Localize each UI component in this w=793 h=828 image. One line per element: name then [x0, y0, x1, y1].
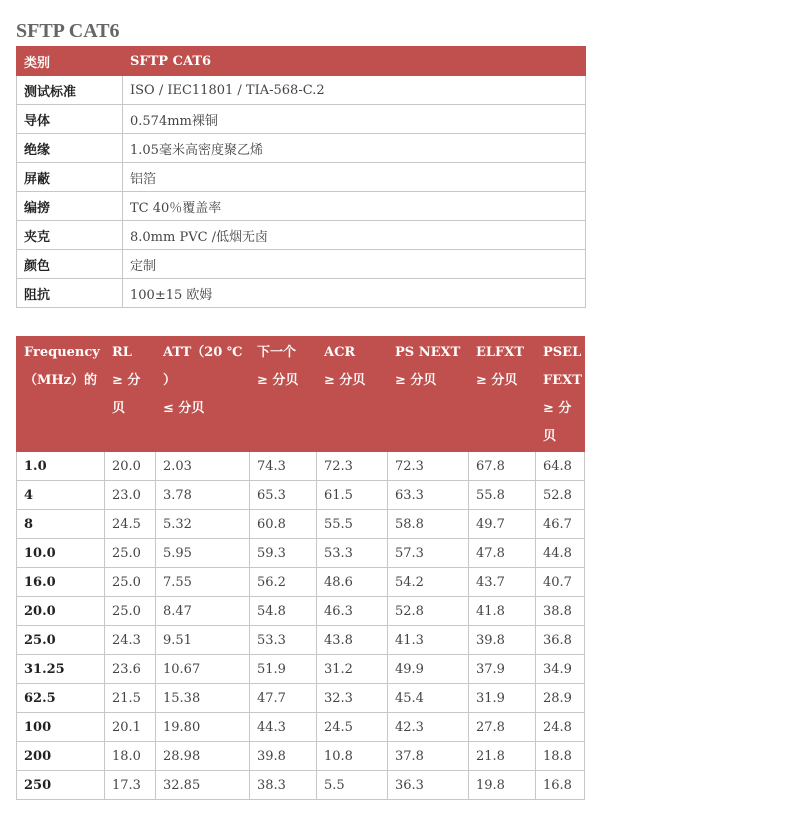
header-line: ≥ 分贝 [257, 373, 299, 388]
cell-ps-next: 63.3 [388, 481, 469, 510]
cell-elfxt: 41.8 [469, 597, 536, 626]
cell-elfxt: 39.8 [469, 626, 536, 655]
cell-ps-next: 58.8 [388, 510, 469, 539]
spec-value: ISO / IEC11801 / TIA-568-C.2 [123, 76, 586, 105]
header-line: RL [112, 345, 132, 360]
cell-pselfext: 16.8 [536, 771, 585, 800]
cell-rl: 24.3 [105, 626, 156, 655]
spec-value: 定制 [123, 250, 586, 279]
spec-key: 导体 [17, 105, 123, 134]
cell-att: 9.51 [156, 626, 250, 655]
cell-elfxt: 27.8 [469, 713, 536, 742]
header-line: ACR [324, 345, 356, 360]
spec-header-row [17, 47, 586, 76]
spec-table [16, 46, 586, 308]
cell-pselfext: 34.9 [536, 655, 585, 684]
cell-rl: 25.0 [105, 597, 156, 626]
spec-value: 0.574mm裸铜 [123, 105, 586, 134]
cell-ps-next: 37.8 [388, 742, 469, 771]
cell-acr: 72.3 [317, 452, 388, 481]
performance-table [16, 336, 585, 800]
header-line: PS NEXT [395, 345, 461, 360]
table-row [17, 771, 585, 800]
cell-ps-next: 72.3 [388, 452, 469, 481]
header-line: ATT（20 ℃ [163, 345, 243, 360]
cell-ps-next: 41.3 [388, 626, 469, 655]
header-line: ≥ 分贝 [395, 373, 437, 388]
table-row [17, 713, 585, 742]
cell-pselfext: 28.9 [536, 684, 585, 713]
cell-ps-next: 42.3 [388, 713, 469, 742]
table-row [17, 742, 585, 771]
cell-rl: 25.0 [105, 568, 156, 597]
table-row [17, 626, 585, 655]
cell-next: 51.9 [250, 655, 317, 684]
cell-frequency: 4 [17, 481, 105, 510]
spec-key: 编搒 [17, 192, 123, 221]
table-row [17, 655, 585, 684]
cell-acr: 53.3 [317, 539, 388, 568]
cell-acr: 55.5 [317, 510, 388, 539]
header-acr [317, 337, 388, 452]
header-line: ≥ 分贝 [476, 373, 518, 388]
cell-frequency: 31.25 [17, 655, 105, 684]
header-line: 贝 [543, 429, 557, 444]
cell-att: 2.03 [156, 452, 250, 481]
cell-next: 38.3 [250, 771, 317, 800]
header-next [250, 337, 317, 452]
performance-body [17, 452, 585, 800]
header-line: ） [163, 373, 177, 388]
table-row [17, 684, 585, 713]
cell-frequency: 20.0 [17, 597, 105, 626]
spec-key: 测试标准 [17, 76, 123, 105]
header-line: 下一个 [257, 345, 297, 360]
cell-rl: 23.0 [105, 481, 156, 510]
cell-att: 7.55 [156, 568, 250, 597]
header-line: ≥ 分 [112, 373, 141, 388]
spec-key: 绝缘 [17, 134, 123, 163]
cell-acr: 5.5 [317, 771, 388, 800]
cell-next: 39.8 [250, 742, 317, 771]
cell-pselfext: 46.7 [536, 510, 585, 539]
cell-frequency: 16.0 [17, 568, 105, 597]
cell-rl: 20.0 [105, 452, 156, 481]
cell-acr: 32.3 [317, 684, 388, 713]
cell-ps-next: 49.9 [388, 655, 469, 684]
spec-row [17, 221, 586, 250]
table-row [17, 539, 585, 568]
cell-acr: 61.5 [317, 481, 388, 510]
cell-acr: 24.5 [317, 713, 388, 742]
header-line: 贝 [112, 401, 126, 416]
header-line: ≤ 分贝 [163, 401, 205, 416]
cell-ps-next: 52.8 [388, 597, 469, 626]
header-line: PSEL [543, 345, 582, 360]
cell-frequency: 25.0 [17, 626, 105, 655]
header-att [156, 337, 250, 452]
page-title: SFTP CAT6 [16, 20, 120, 42]
cell-acr: 10.8 [317, 742, 388, 771]
table-row [17, 510, 585, 539]
cell-elfxt: 67.8 [469, 452, 536, 481]
cell-next: 74.3 [250, 452, 317, 481]
spec-value: 铝箔 [123, 163, 586, 192]
header-line: ≥ 分 [543, 401, 572, 416]
spec-value: 8.0mm PVC /低烟无卤 [123, 221, 586, 250]
cell-att: 32.85 [156, 771, 250, 800]
cell-pselfext: 36.8 [536, 626, 585, 655]
spec-key: 阻抗 [17, 279, 123, 308]
cell-frequency: 8 [17, 510, 105, 539]
spec-row [17, 163, 586, 192]
table-row [17, 481, 585, 510]
cell-rl: 24.5 [105, 510, 156, 539]
cell-frequency: 100 [17, 713, 105, 742]
header-frequency [17, 337, 105, 452]
cell-pselfext: 52.8 [536, 481, 585, 510]
header-elfxt [469, 337, 536, 452]
cell-att: 5.95 [156, 539, 250, 568]
spec-header-key: 类别 [17, 47, 123, 76]
cell-acr: 48.6 [317, 568, 388, 597]
cell-frequency: 62.5 [17, 684, 105, 713]
spec-header-value: SFTP CAT6 [123, 47, 586, 76]
spec-value: 100±15 欧姆 [123, 279, 586, 308]
cell-frequency: 250 [17, 771, 105, 800]
cell-elfxt: 49.7 [469, 510, 536, 539]
cell-elfxt: 19.8 [469, 771, 536, 800]
cell-att: 28.98 [156, 742, 250, 771]
spec-key: 夹克 [17, 221, 123, 250]
cell-rl: 23.6 [105, 655, 156, 684]
header-line: Frequency [24, 345, 100, 360]
cell-next: 65.3 [250, 481, 317, 510]
cell-elfxt: 55.8 [469, 481, 536, 510]
cell-elfxt: 47.8 [469, 539, 536, 568]
header-line: ≥ 分贝 [324, 373, 366, 388]
cell-att: 19.80 [156, 713, 250, 742]
cell-att: 15.38 [156, 684, 250, 713]
cell-pselfext: 44.8 [536, 539, 585, 568]
cell-elfxt: 31.9 [469, 684, 536, 713]
spec-value: 1.05毫米高密度聚乙烯 [123, 134, 586, 163]
cell-rl: 17.3 [105, 771, 156, 800]
cell-ps-next: 36.3 [388, 771, 469, 800]
cell-ps-next: 57.3 [388, 539, 469, 568]
header-line: （MHz）的 [24, 373, 98, 388]
cell-next: 56.2 [250, 568, 317, 597]
header-rl [105, 337, 156, 452]
cell-next: 54.8 [250, 597, 317, 626]
cell-next: 47.7 [250, 684, 317, 713]
cell-next: 60.8 [250, 510, 317, 539]
spec-row [17, 279, 586, 308]
cell-elfxt: 21.8 [469, 742, 536, 771]
cell-pselfext: 40.7 [536, 568, 585, 597]
spec-key: 屏蔽 [17, 163, 123, 192]
cell-acr: 31.2 [317, 655, 388, 684]
cell-elfxt: 43.7 [469, 568, 536, 597]
table-row [17, 568, 585, 597]
cell-ps-next: 45.4 [388, 684, 469, 713]
cell-next: 59.3 [250, 539, 317, 568]
cell-rl: 25.0 [105, 539, 156, 568]
cell-pselfext: 18.8 [536, 742, 585, 771]
cell-rl: 18.0 [105, 742, 156, 771]
cell-elfxt: 37.9 [469, 655, 536, 684]
cell-att: 5.32 [156, 510, 250, 539]
cell-ps-next: 54.2 [388, 568, 469, 597]
cell-att: 10.67 [156, 655, 250, 684]
performance-header-row [17, 337, 585, 452]
table-row [17, 597, 585, 626]
spec-row [17, 76, 586, 105]
cell-pselfext: 24.8 [536, 713, 585, 742]
table-row [17, 452, 585, 481]
spec-row [17, 192, 586, 221]
header-line: FEXT [543, 373, 582, 388]
cell-rl: 21.5 [105, 684, 156, 713]
header-pselfext [536, 337, 585, 452]
cell-frequency: 10.0 [17, 539, 105, 568]
cell-pselfext: 64.8 [536, 452, 585, 481]
cell-rl: 20.1 [105, 713, 156, 742]
cell-pselfext: 38.8 [536, 597, 585, 626]
spec-row [17, 105, 586, 134]
cell-att: 8.47 [156, 597, 250, 626]
header-line: ELFXT [476, 345, 525, 360]
cell-frequency: 1.0 [17, 452, 105, 481]
cell-acr: 43.8 [317, 626, 388, 655]
cell-next: 53.3 [250, 626, 317, 655]
spec-value: TC 40％覆盖率 [123, 192, 586, 221]
spec-row [17, 250, 586, 279]
spec-key: 颜色 [17, 250, 123, 279]
cell-att: 3.78 [156, 481, 250, 510]
cell-next: 44.3 [250, 713, 317, 742]
cell-frequency: 200 [17, 742, 105, 771]
header-ps-next [388, 337, 469, 452]
spec-row [17, 134, 586, 163]
cell-acr: 46.3 [317, 597, 388, 626]
